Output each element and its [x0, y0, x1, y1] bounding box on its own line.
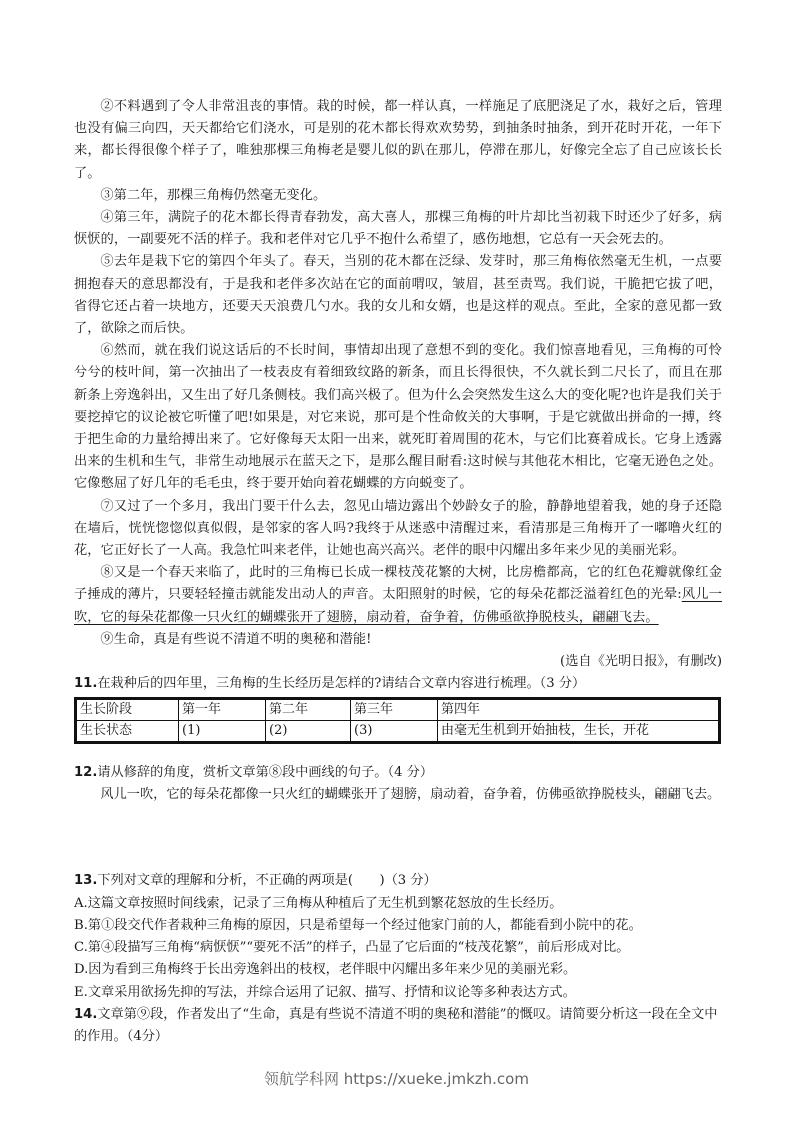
watermark-footer: 领航学科网 https://xueke.jmkzh.com: [264, 1070, 529, 1088]
question-12: [74, 762, 722, 784]
underlined-sentence: 风儿一吹，它的每朵花都像一只火红的蝴蝶张开了翅膀，扇动着，奋争着，仿佛亟欲挣脱枝头，翩翩飞去。: [74, 587, 722, 625]
paragraph-8-text: ⑧又是一个春天来临了，此时的三角梅已长成一棵枝茂花繁的大树，比房檐都高，它的红色花瓣就像红金子捶成的薄片，只要轻轻撞击就能发出动人的声音。太阳照射的时候，它的每朵花都泛溢着红色的光晕:: [74, 565, 722, 603]
table-cell: 第一年: [179, 699, 266, 721]
option-b: B.第①段交代作者栽种三角梅的原因，只是希望每一个经过他家门前的人，都能看到小院中的花。: [74, 917, 642, 933]
growth-table: [74, 697, 721, 744]
table-cell: 生长阶段: [76, 699, 179, 721]
table-cell: 由毫无生机到开始抽枝，生长，开花: [438, 721, 720, 743]
question-number: 12.: [74, 765, 98, 781]
question-text: 下列对文章的理解和分析，不正确的两项是( )（3 分）: [97, 873, 437, 889]
question-13: [74, 870, 722, 892]
paragraph-8: [74, 562, 722, 629]
paragraph-4: ④第三年，满院子的花木都长得青春勃发，高大喜人，那棵三角梅的叶片却比当初栽下时还少了好多，病恹恹的，一副要死不活的样子。我和老伴对它几乎不抱什么希望了，感伤地想，它总有一天会死去的。: [74, 210, 722, 248]
option-e: E.文章采用欲扬先抑的写法，并综合运用了记叙、描写、抒情和议论等多种表达方式。: [74, 984, 576, 1000]
paragraph-6: ⑥然而，就在我们说这话后的不长时间，事情却出现了意想不到的变化。我们惊喜地看见，三角梅的可怜兮兮的枝叶间，第一次抽出了一枝表皮有着细致纹路的新条，而且长得很快，不久就长到二尺长了，而且在那新条上旁逸斜出，又生出了好几条侧枝。我们高兴极了。但为什么会突然发生这么大的变化呢?也许是我们关于要挖掉它的议论被它听懂了吧!如果是，对它来说，那可是个性命攸关的大事啊，于是它就做出拼命的一搏，终于把生命的力量给搏出来了。它好像每天太阳一出来，就死盯着周围的花木，与它们比赛着成长。它身上透露出来的生机和生气，非常生动地展示在蓝天之下，是那么醒目耐看:这时候与其他花木相比，它毫无逊色之处。它像憋屈了好几年的毛毛虫，终于要开始向着花蝴蝶的方向蜕变了。: [74, 343, 722, 492]
option-d: D.因为看到三角梅终于长出旁逸斜出的枝杈，老伴眼中闪耀出多年来少见的美丽光彩。: [74, 962, 577, 978]
answer-area-12[interactable]: [74, 806, 722, 870]
quoted-sentence: 风儿一吹，它的每朵花都像一只火红的蝴蝶张开了翅膀，扇动着，奋争着，仿佛亟欲挣脱枝头，翩翩飞去。: [100, 787, 721, 803]
source-citation: (选自《光明日报》，有删改): [560, 654, 722, 670]
question-text: 请从修辞的角度，赏析文章第⑧段中画线的句子。（4 分）: [97, 765, 434, 781]
option-a: A.这篇文章按照时间线索，记录了三角梅从种植后了无生机到繁花怒放的生长经历。: [74, 895, 563, 911]
paragraph-9: ⑨生命，真是有些说不清道不明的奥秘和潜能!: [100, 631, 372, 647]
paragraph-5: ⑤去年是栽下它的第四个年头了。春天，当别的花木都在泛绿、发芽时，那三角梅依然毫无生机，一点要拥抱春天的意思都没有，于是我和老伴多次站在它的面前喟叹，皱眉，甚至责骂。我们说，干脆把它拔了吧，省得它还占着一块地方，还要天天浪费几勺水。我的女儿和女婿，也是这样的观点。至此，全家的意见都一致了，欲除之而后快。: [74, 254, 722, 337]
table-cell: 第四年: [438, 699, 720, 721]
answer-blank-1[interactable]: (1): [179, 721, 266, 743]
question-text: 文章第⑨段，作者发出了“生命，真是有些说不清道不明的奥秘和潜能”的慨叹。请简要分析这一段在全文中的作用。（4分）: [74, 1006, 718, 1044]
question-text: 在栽种后的四年里，三角梅的生长经历是怎样的?请结合文章内容进行梳理。（3 分）: [97, 676, 586, 692]
table-cell: 第三年: [351, 699, 438, 721]
question-number: 13.: [74, 873, 98, 889]
table-cell: 第二年: [266, 699, 351, 721]
option-c: C.第④段描写三角梅“病恹恹”“要死不活”的样子，凸显了它后面的“枝茂花繁”，前后形成对比。: [74, 940, 630, 956]
paragraph-3: ③第二年，那棵三角梅仍然毫无变化。: [100, 187, 327, 203]
answer-blank-3[interactable]: (3): [351, 721, 438, 743]
table-header-row: [76, 699, 720, 721]
document-page: [74, 96, 722, 1048]
question-11: [74, 673, 722, 695]
paragraph-2: ②不料遇到了令人非常沮丧的事情。栽的时候，都一样认真，一样施足了底肥浇足了水，栽好之后，管理也没有偏三向四，天天都给它们浇水，可是别的花木都长得欢欢势势，到抽条时抽条，到开花时开花，一年下来，都长得很像个样子了，唯独那棵三角梅老是婴儿似的趴在那儿，停滞在那儿，好像完全忘了自己应该长长了。: [74, 99, 722, 181]
question-number: 14.: [74, 1006, 98, 1022]
answer-blank-2[interactable]: (2): [266, 721, 351, 743]
question-14: [74, 1004, 722, 1048]
table-row: [76, 721, 720, 743]
table-cell: 生长状态: [76, 721, 179, 743]
paragraph-7: ⑦又过了一个多月，我出门要干什么去，忽见山墙边露出个妙龄女子的脸，静静地望着我，她的身子还隐在墙后，恍恍惚惚似真似假，是邻家的客人吗?我终于从迷惑中清醒过来，看清那是三角梅开了一嘟噜火红的花，它正好长了一人高。我急忙叫来老伴，让她也高兴高兴。老伴的眼中闪耀出多年来少见的美丽光彩。: [74, 498, 722, 559]
question-number: 11.: [74, 676, 98, 692]
